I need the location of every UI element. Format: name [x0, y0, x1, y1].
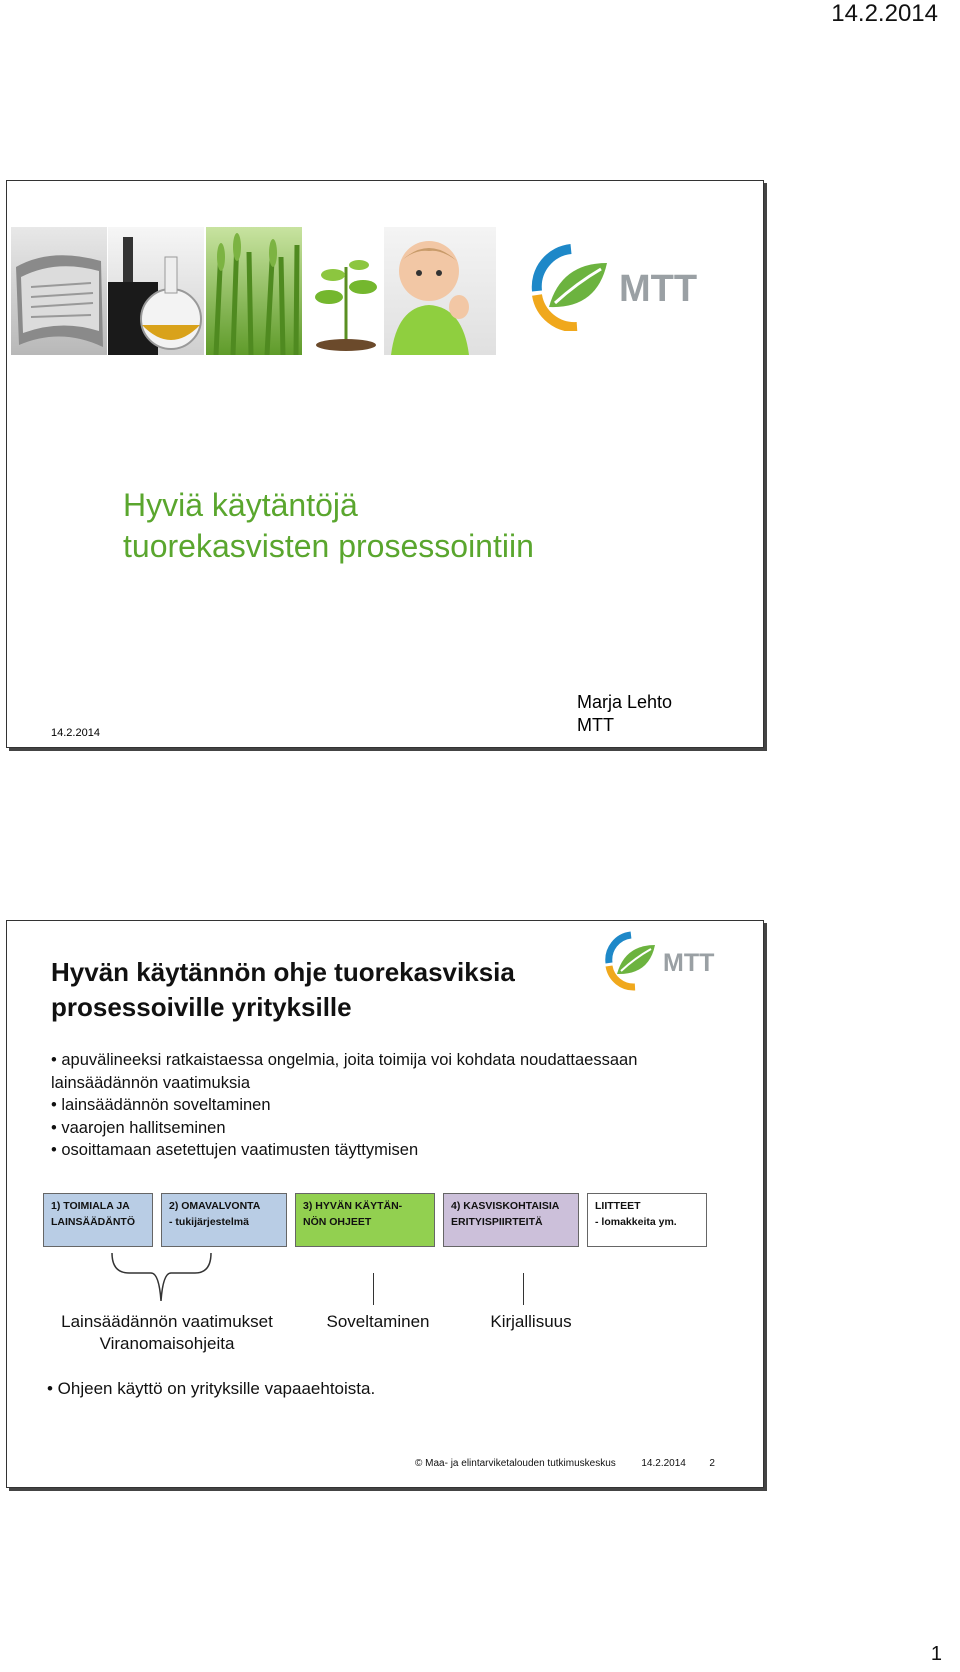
photo-strip-image	[11, 227, 496, 355]
section-box-1-line-1: 1) TOIMIALA JA	[51, 1200, 130, 1212]
connector-line	[373, 1273, 374, 1305]
section-box-3	[295, 1193, 435, 1247]
section-box-4	[443, 1193, 579, 1247]
slide-1	[6, 180, 764, 748]
mtt-logo-text: MTT	[619, 268, 698, 310]
slide1-title	[123, 485, 534, 567]
slide2-title	[51, 955, 515, 1025]
page-date: 14.2.2014	[831, 0, 938, 27]
section-box-5-line-2: - lomakkeita ym.	[595, 1216, 677, 1228]
category-literature: Kirjallisuus	[490, 1312, 572, 1331]
category-legislation-line-2: Viranomaisohjeita	[99, 1334, 235, 1353]
slide2-title-line-2: prosessoiville yrityksille	[51, 992, 352, 1022]
mtt-logo-small-text: MTT	[663, 949, 715, 977]
page-number: 1	[930, 1643, 942, 1665]
category-legislation-line-1: Lainsäädännön vaatimukset	[61, 1312, 273, 1331]
section-box-3-line-1: 3) HYVÄN KÄYTÄN-	[303, 1200, 403, 1212]
footer-copyright: © Maa- ja elintarviketalouden tutkimuskeskus	[415, 1458, 616, 1469]
section-box-2-line-2: - tukijärjestelmä	[169, 1216, 249, 1228]
slide2-title-line-1: Hyvän käytännön ohje tuorekasviksia	[51, 957, 515, 987]
author-organization: MTT	[577, 715, 614, 735]
bullet-list	[51, 1049, 751, 1162]
bullet-item: • lainsäädännön soveltaminen	[51, 1096, 271, 1114]
curly-brace-icon	[107, 1251, 217, 1307]
section-box-2	[161, 1193, 287, 1247]
bullet-item: lainsäädännön vaatimuksia	[51, 1073, 251, 1092]
section-box-1-line-2: LAINSÄÄDÄNTÖ	[51, 1216, 135, 1228]
bullet-item: • vaarojen hallitseminen	[51, 1118, 226, 1137]
slide1-title-line-2: tuorekasvisten prosessointiin	[123, 528, 534, 564]
mtt-logo	[531, 243, 739, 331]
connector-line	[523, 1273, 524, 1305]
footer-date: 14.2.2014	[641, 1458, 686, 1469]
slide1-title-line-1: Hyviä käytäntöjä	[123, 487, 358, 523]
usage-note: • Ohjeen käyttö on yrityksille vapaaehtoista.	[47, 1379, 376, 1398]
section-box-4-line-1: 4) KASVISKOHTAISIA	[451, 1200, 560, 1212]
footer-page-number: 2	[709, 1458, 715, 1469]
section-box-3-line-2: NÖN OHJEET	[303, 1216, 372, 1228]
mtt-logo-small	[605, 931, 741, 991]
section-box-5	[587, 1193, 707, 1247]
section-box-5-line-1: LIITTEET	[595, 1200, 641, 1212]
slide1-date: 14.2.2014	[51, 727, 100, 739]
section-box-4-line-2: ERITYISPIIRTEITÄ	[451, 1216, 543, 1228]
section-box-2-line-1: 2) OMAVALVONTA	[169, 1200, 261, 1212]
section-box-1	[43, 1193, 153, 1247]
bullet-item: • osoittamaan asetettujen vaatimusten täyttymisen	[51, 1141, 419, 1159]
category-legislation	[47, 1311, 287, 1355]
author-name: Marja Lehto	[577, 692, 673, 712]
slide1-author-block	[577, 691, 672, 737]
slide-footer	[415, 1458, 715, 1469]
bullet-item: • apuvälineeksi ratkaistaessa ongelmia, joita toimija voi kohdata noudattaessaan	[51, 1051, 638, 1069]
slide-2	[6, 920, 764, 1488]
category-application: Soveltaminen	[326, 1312, 430, 1331]
